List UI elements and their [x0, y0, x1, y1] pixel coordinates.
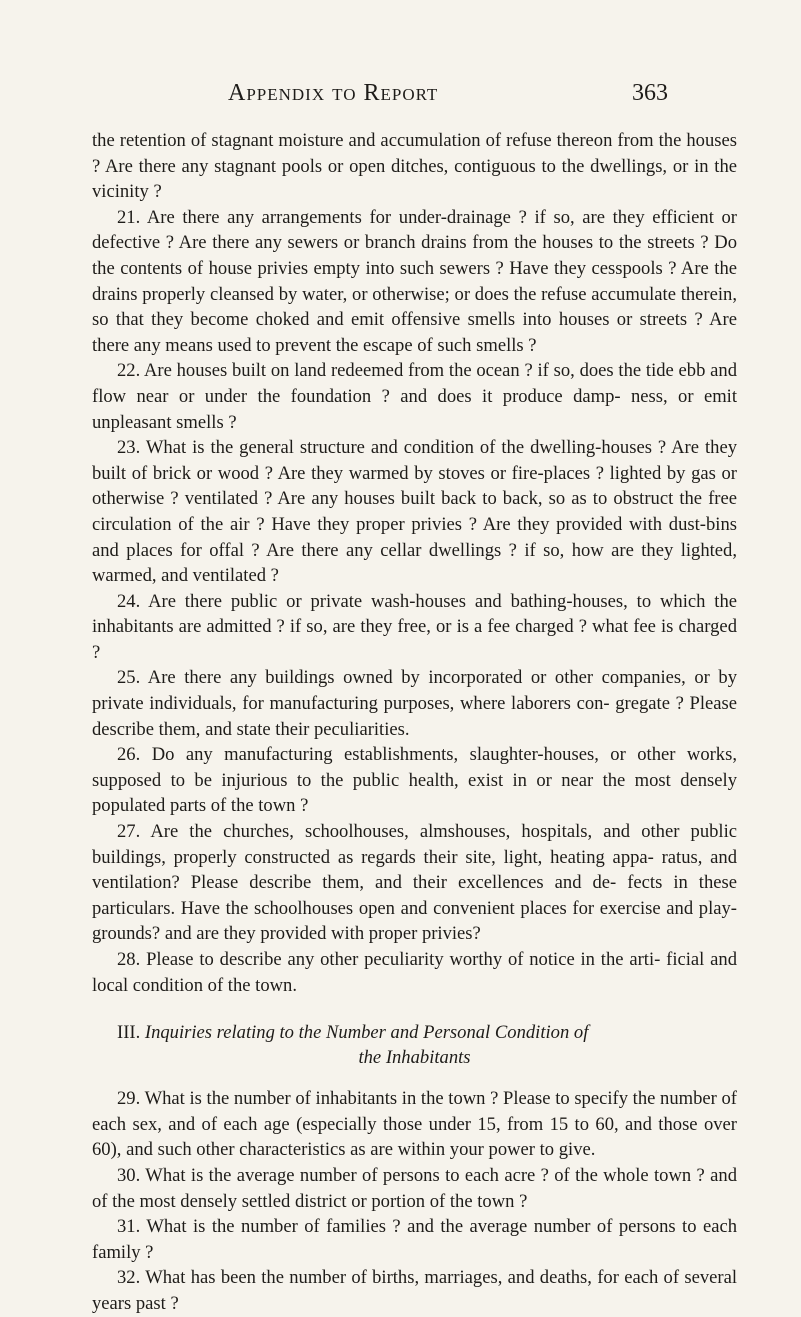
- section-number: III.: [117, 1022, 141, 1044]
- question-27: 27. Are the churches, schoolhouses, almshouses, hospitals, and other public buildings, properly constructed as regards their site, light, heating appa- ratus, and ventilation? Please describe them, and their excellences and de- fects in these particulars. Have the schoolhouses open and convenient places for exercise and play-grounds? and are they provided with proper privies?: [92, 821, 737, 945]
- question-28: 28. Please to describe any other peculiarity worthy of notice in the arti- ficial and local condition of the town.: [92, 949, 737, 996]
- question-24: 24. Are there public or private wash-houses and bathing-houses, to which the inhabitants are admitted ? if so, are they free, or is a fee charged ? what fee is charged ?: [92, 590, 737, 663]
- question-25: 25. Are there any buildings owned by incorporated or other companies, or by private individuals, for manufacturing purposes, where laborers con- gregate ? Please describe them, and state their peculiarities.: [92, 667, 737, 740]
- page-number: 363: [632, 80, 668, 106]
- question-29: 29. What is the number of inhabitants in the town ? Please to specify the number of each sex, and of each age (especially those under 15, from 15 to 60, and those over 60), and such other characteristics as are within your power to give.: [92, 1088, 737, 1161]
- question-21: 21. Are there any arrangements for under-drainage ? if so, are they efficient or defective ? Are there any sewers or branch drains from the houses to the streets ? Do the contents of house privies empty into such sewers ? Have they cesspools ? Are the drains properly cleansed by water, or otherwise; or does the refuse accumulate therein, so that they become choked and emit offensive smells into houses or streets ? Are there any means used to prevent the escape of such smells ?: [92, 206, 737, 356]
- section-title-line1: Inquiries relating to the Number and Personal Condition of: [144, 1022, 589, 1044]
- running-head: Appendix to Report: [228, 80, 439, 106]
- body-text: [92, 128, 737, 1317]
- question-26: 26. Do any manufacturing establishments, slaughter-houses, or other works, supposed to be injurious to the public health, exist in or near the most densely populated parts of the town ?: [92, 744, 737, 817]
- question-23: 23. What is the general structure and condition of the dwelling-houses ? Are they built of brick or wood ? Are they warmed by stoves or fire-places ? lighted by gas or otherwise ? ventilated ? Are any houses built back to back, so as to obstruct the free circulation of the air ? Have they proper privies ? Are they provided with dust-bins and places for offal ? Are there any cellar dwellings ? if so, how are they lighted, warmed, and ventilated ?: [92, 437, 737, 587]
- question-31: 31. What is the number of families ? and the average number of persons to each family ?: [92, 1216, 737, 1263]
- question-30: 30. What is the average number of persons to each acre ? of the whole town ? and of the most densely settled district or portion of the town ?: [92, 1164, 737, 1212]
- question-22: 22. Are houses built on land redeemed from the ocean ? if so, does the tide ebb and flow near or under the foundation ? and does it produce damp- ness, or emit unpleasant smells ?: [92, 360, 737, 433]
- section-heading: [92, 1020, 737, 1070]
- section-title-line2: the Inhabitants: [358, 1047, 471, 1069]
- question-32: 32. What has been the number of births, marriages, and deaths, for each of several years past ?: [92, 1267, 737, 1314]
- page-header: [0, 72, 801, 112]
- continuation-paragraph: the retention of stagnant moisture and accumulation of refuse thereon from the houses ? Are there any stagnant pools or open ditches, contiguous to the dwellings, or in the vicinity ?: [92, 130, 737, 203]
